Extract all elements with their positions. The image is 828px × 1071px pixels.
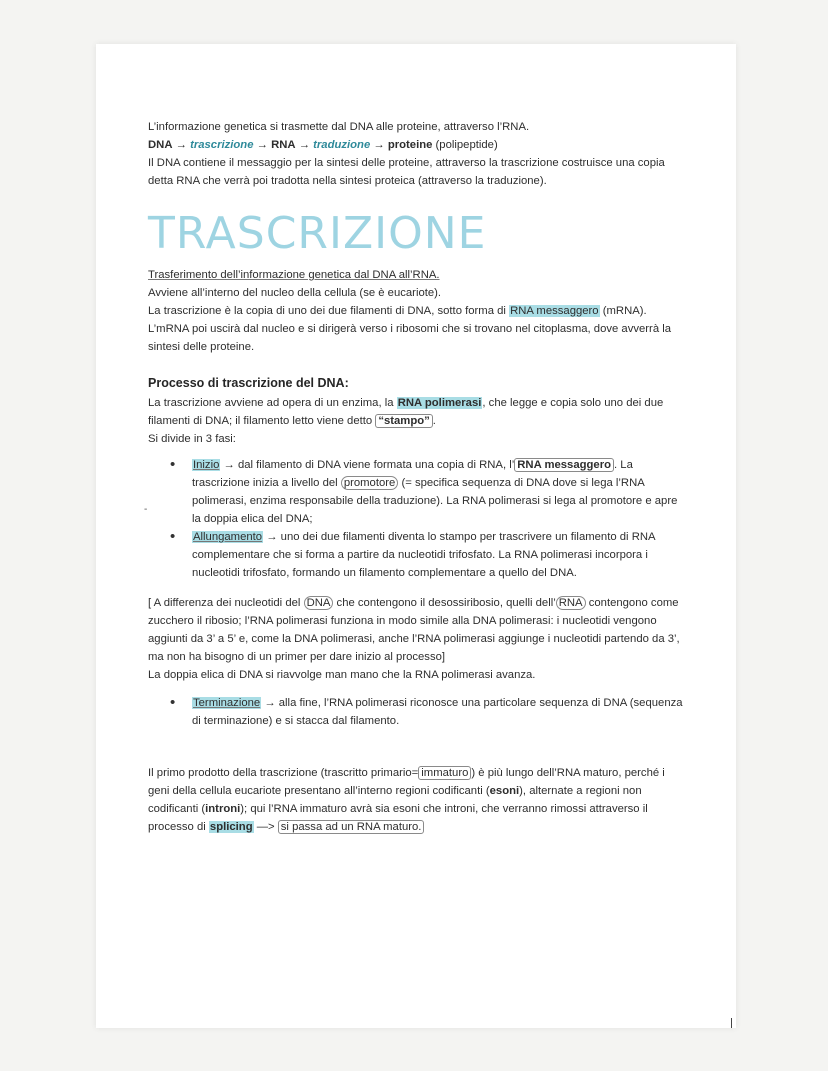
flow-dna: DNA bbox=[148, 139, 173, 151]
term-rna-messaggero: RNA messaggero bbox=[514, 458, 614, 472]
note-pre: [ A differenza dei nucleotidi del bbox=[148, 597, 304, 609]
term-immaturo: immaturo bbox=[418, 766, 471, 780]
note-helix: La doppia elica di DNA si riavvolge man mano che la RNA polimerasi avanza. bbox=[148, 669, 536, 681]
note-block bbox=[148, 594, 688, 684]
scan-edge-mark bbox=[731, 1018, 732, 1028]
margin-dash: - bbox=[144, 504, 148, 515]
flow-arrow-1: → bbox=[175, 139, 187, 151]
definition-mrna: L’mRNA poi uscirà dal nucleo e si dirigerà verso i ribosomi che si trovano nel citoplasma, dove avverrà la sintesi delle proteine. bbox=[148, 323, 672, 353]
final-paragraph bbox=[148, 764, 688, 836]
final-arrow: —> bbox=[253, 821, 278, 833]
arrow: → bbox=[261, 697, 279, 709]
term-allungamento: Allungamento bbox=[193, 531, 263, 543]
arrow: → bbox=[220, 459, 238, 471]
process-p1-post: , che legge e copia solo uno dei due filamenti di DNA; il filamento letto viene detto bbox=[148, 397, 664, 427]
final-block bbox=[148, 764, 688, 836]
final-p2: ) è più lungo dell’RNA maturo, perché i geni della cellula eucariote presentano all’interno regioni codificanti ( bbox=[148, 767, 665, 797]
process-block bbox=[148, 374, 688, 448]
definition-where: Avviene all’interno del nucleo della cellula (se è eucariote). bbox=[148, 287, 442, 299]
flow-rna: RNA bbox=[271, 139, 296, 151]
intro-block bbox=[148, 118, 688, 190]
term-splicing: splicing bbox=[209, 821, 253, 833]
process-heading: Processo di trascrizione del DNA: bbox=[148, 376, 349, 390]
process-phases: Si divide in 3 fasi: bbox=[148, 433, 236, 445]
flow-line bbox=[148, 136, 688, 154]
flow-step-trascrizione: trascrizione bbox=[190, 139, 254, 151]
note-paragraph bbox=[148, 594, 688, 666]
list-item-terminazione bbox=[148, 694, 688, 730]
note-mid: che contengono il desossiribosio, quelli dell’ bbox=[333, 597, 556, 609]
final-p4: ); qui l’RNA immaturo avrà sia esoni che introni, che verranno rimossi attraverso il processo di bbox=[148, 803, 648, 833]
highlight-rna-polimerasi: RNA polimerasi bbox=[397, 397, 482, 409]
term-terminazione: Terminazione bbox=[193, 697, 261, 709]
flow-arrow-2: → bbox=[256, 139, 268, 151]
page-title: TRASCRIZIONE bbox=[148, 208, 487, 259]
definition-copy-pre: La trascrizione è la copia di uno dei due filamenti di DNA, sotto forma di bbox=[148, 305, 510, 317]
process-p1-pre: La trascrizione avviene ad opera di un enzima, la bbox=[148, 397, 397, 409]
stampo-term: “stampo” bbox=[375, 414, 432, 428]
final-p3: ), alternate a regioni non codificanti ( bbox=[148, 785, 642, 815]
inizio-text-3: (= specifica sequenza di DNA dove si lega l’RNA polimerasi, enzima responsabile della traduzione). La RNA polimerasi si lega al promotore e apre la doppia elica del DNA; bbox=[192, 477, 678, 525]
intro-paragraph: Il DNA contiene il messaggio per la sintesi delle proteine, attraverso la trascrizione costruisce una copia detta RNA che verrà poi tradotta nella sintesi proteica (attraverso la traduzione). bbox=[148, 157, 665, 187]
flow-proteine: proteine bbox=[387, 139, 433, 151]
inizio-text-2: . La trascrizione inizia a livello del bbox=[192, 459, 633, 489]
flow-arrow-3: → bbox=[298, 139, 310, 151]
arrow: → bbox=[263, 531, 281, 543]
list-item-inizio bbox=[148, 456, 688, 528]
intro-line: L’informazione genetica si trasmette dal DNA alle proteine, attraverso l’RNA. bbox=[148, 121, 530, 133]
list-item-allungamento bbox=[148, 528, 688, 582]
term-introni: introni bbox=[205, 803, 241, 815]
process-paragraph bbox=[148, 394, 688, 430]
term-rna-maturo: si passa ad un RNA maturo. bbox=[278, 820, 425, 834]
process-p1-end: . bbox=[432, 415, 436, 427]
term-promotore: promotore bbox=[341, 476, 399, 490]
final-p1: Il primo prodotto della trascrizione (trascritto primario= bbox=[148, 767, 419, 779]
highlight-rna-messaggero: RNA messaggero bbox=[510, 305, 599, 317]
flow-arrow-4: → bbox=[373, 139, 385, 151]
flow-step-traduzione: traduzione bbox=[313, 139, 371, 151]
termination-list bbox=[148, 694, 688, 730]
definition-copy bbox=[148, 302, 688, 320]
phases-list bbox=[148, 456, 688, 582]
flow-proteine-note: (polipeptide) bbox=[435, 139, 498, 151]
term-inizio: Inizio bbox=[193, 459, 220, 471]
allungamento-text: uno dei due filamenti diventa lo stampo per trascrivere un filamento di RNA complementare che si forma a partire da nucleotidi trifosfato. La RNA polimerasi incorpora i nucleotidi trifosfato, formando un filamento complementare a quello del DNA. bbox=[192, 531, 655, 579]
terminazione-text: alla fine, l’RNA polimerasi riconosce una particolare sequenza di DNA (sequenza di terminazione) e si stacca dal filamento. bbox=[192, 697, 683, 727]
term-esoni: esoni bbox=[489, 785, 520, 797]
definition-block bbox=[148, 266, 688, 356]
definition-copy-post: (mRNA). bbox=[599, 305, 647, 317]
term-rna: RNA bbox=[556, 596, 586, 610]
note-post: contengono come zucchero il ribosio; l’RNA polimerasi funziona in modo simile alla DNA polimerasi: i nucleotidi vengono aggiunti da 3’ a 5’ e, come la DNA polimerasi, anche l’RNA polimerasi aggiunge i nucleotidi partendo da 3’, ma non ha bisogno di un primer per dare inizio al processo] bbox=[148, 597, 680, 663]
inizio-text-1: dal filamento di DNA viene formata una copia di RNA, l’ bbox=[237, 459, 515, 471]
definition-subtitle: Trasferimento dell’informazione genetica dal DNA all’RNA. bbox=[148, 269, 440, 281]
term-dna: DNA bbox=[304, 596, 334, 610]
